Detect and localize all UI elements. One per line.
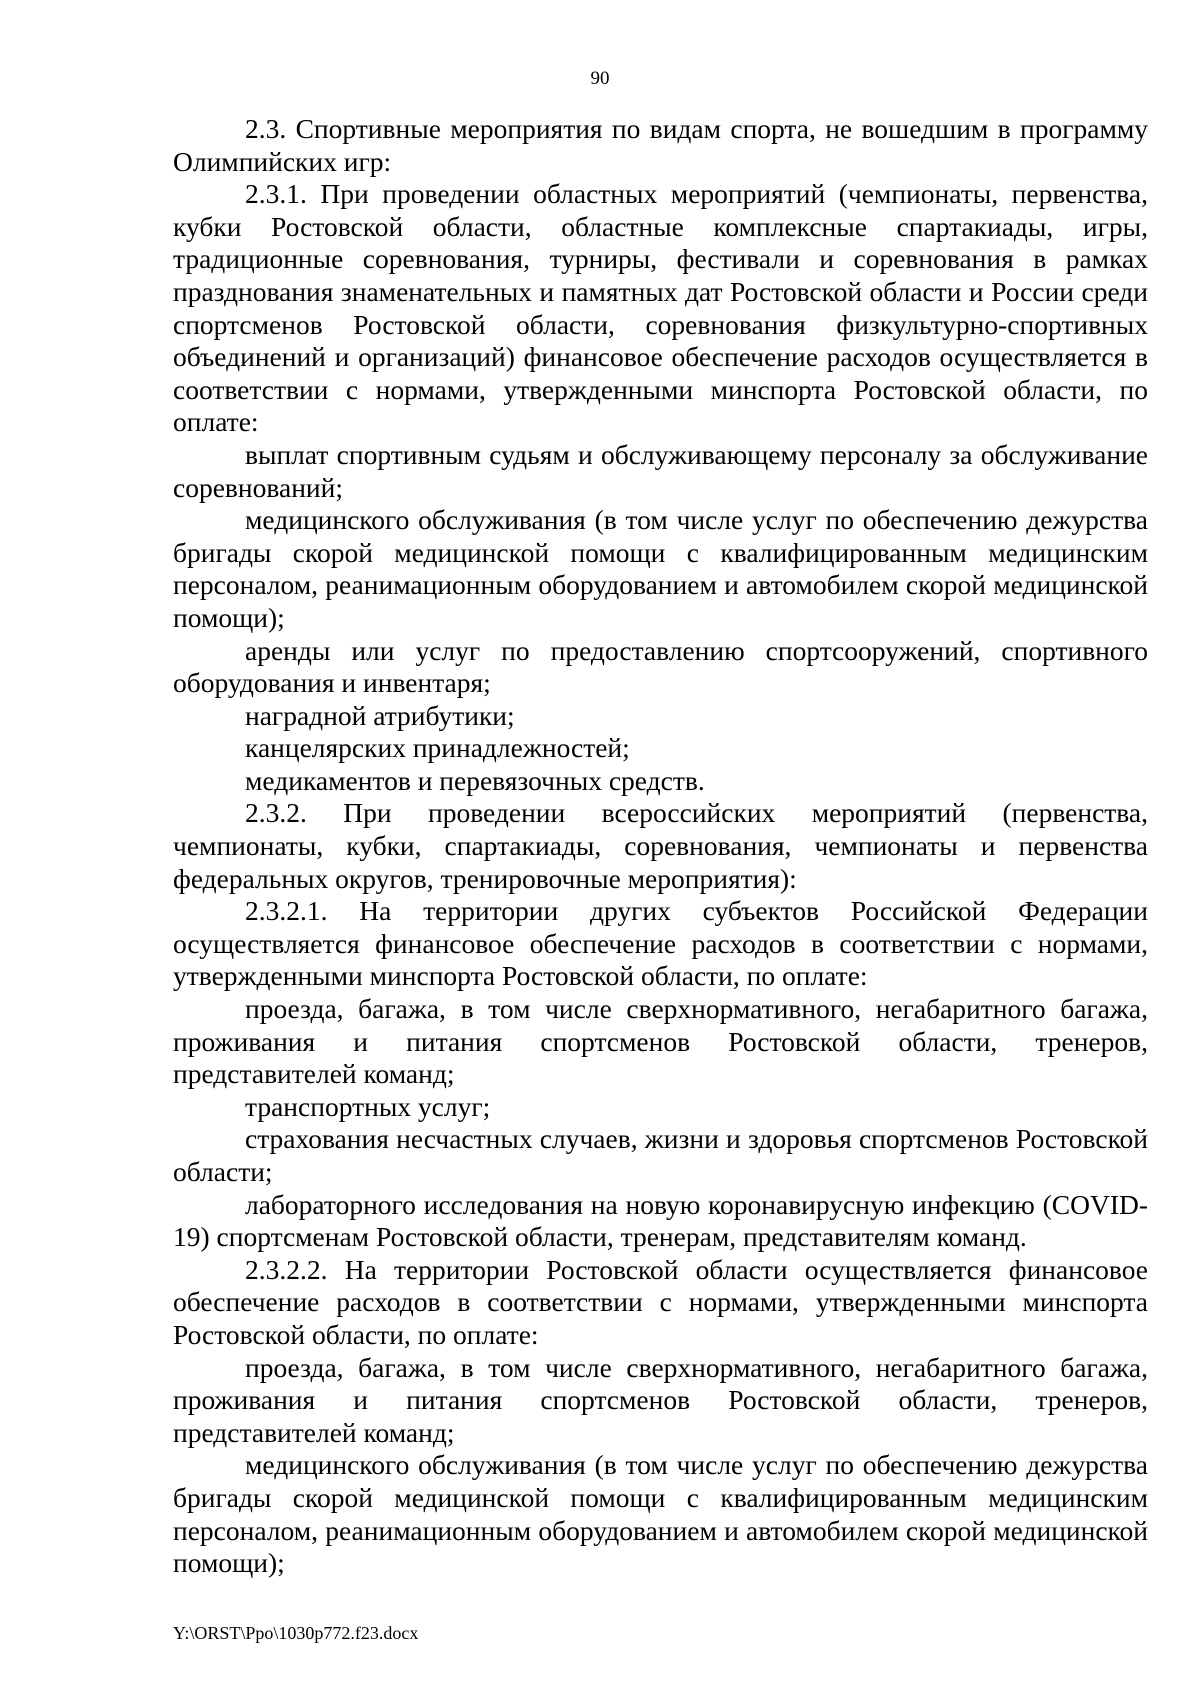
paragraph-2-3: 2.3. Спортивные мероприятия по видам спорта, не вошедшим в программу Олимпийских игр: — [173, 113, 1148, 177]
paragraph-2-3-2-1: 2.3.2.1. На территории других субъектов Российской Федерации осуществляется финансовое обеспечение расходов в соответствии с нормами, утвержденными минспорта Ростовской области, по оплате: — [173, 895, 1148, 992]
list-item: проезда, багажа, в том числе сверхнормативного, негабаритного багажа, проживания и питания спортсменов Ростовской области, тренеров, представителей команд; — [173, 1351, 1148, 1448]
paragraph-2-3-2: 2.3.2. При проведении всероссийских мероприятий (первенства, чемпионаты, кубки, спартакиады, соревнования, чемпионаты и первенства федеральных округов, тренировочные мероприятия): — [173, 797, 1148, 894]
list-item: медицинского обслуживания (в том числе услуг по обеспечению дежурства бригады скорой медицинской помощи с квалифицированным медицинским персоналом, реанимационным оборудованием и автомобилем скорой медицинской помощи); — [173, 504, 1148, 633]
list-item: канцелярских принадлежностей; — [245, 732, 630, 764]
list-item: лабораторного исследования на новую коронавирусную инфекцию (COVID-19) спортсменам Ростовской области, тренерам, представителям команд. — [173, 1188, 1148, 1253]
list-item: транспортных услуг; — [245, 1090, 491, 1122]
list-item: медицинского обслуживания (в том числе услуг по обеспечению дежурства бригады скорой медицинской помощи с квалифицированным медицинским персоналом, реанимационным оборудованием и автомобилем скорой медицинской помощи); — [173, 1449, 1148, 1579]
list-item: наградной атрибутики; — [245, 699, 515, 731]
list-item: выплат спортивным судьям и обслуживающему персоналу за обслуживание соревнований; — [173, 438, 1148, 503]
file-path-footer: Y:\ORST\Ppo\1030p772.f23.docx — [173, 1623, 419, 1643]
list-item: аренды или услуг по предоставлению спортсооружений, спортивного оборудования и инвентаря; — [173, 634, 1148, 699]
document-body — [173, 113, 1148, 1580]
list-item: медикаментов и перевязочных средств. — [245, 764, 705, 796]
list-item: страхования несчастных случаев, жизни и здоровья спортсменов Ростовской области; — [173, 1123, 1148, 1187]
paragraph-2-3-2-2: 2.3.2.2. На территории Ростовской области осуществляется финансовое обеспечение расходов в соответствии с нормами, утвержденными минспорта Ростовской области, по оплате: — [173, 1253, 1148, 1350]
paragraph-2-3-1: 2.3.1. При проведении областных мероприятий (чемпионаты, первенства, кубки Ростовской области, областные комплексные спартакиады, игры, традиционные соревнования, турниры, фестивали и соревнования в рамках празднования знаменательных и памятных дат Ростовской области и России среди спортсменов Ростовской области, соревнования физкультурно-спортивных объединений и организаций) финансовое обеспечение расходов осуществляется в соответствии с нормами, утвержденными минспорта Ростовской области, по оплате: — [173, 178, 1148, 438]
list-item: проезда, багажа, в том числе сверхнормативного, негабаритного багажа, проживания и питания спортсменов Ростовской области, тренеров, представителей команд; — [173, 993, 1148, 1090]
page-number: 90 — [590, 68, 610, 89]
